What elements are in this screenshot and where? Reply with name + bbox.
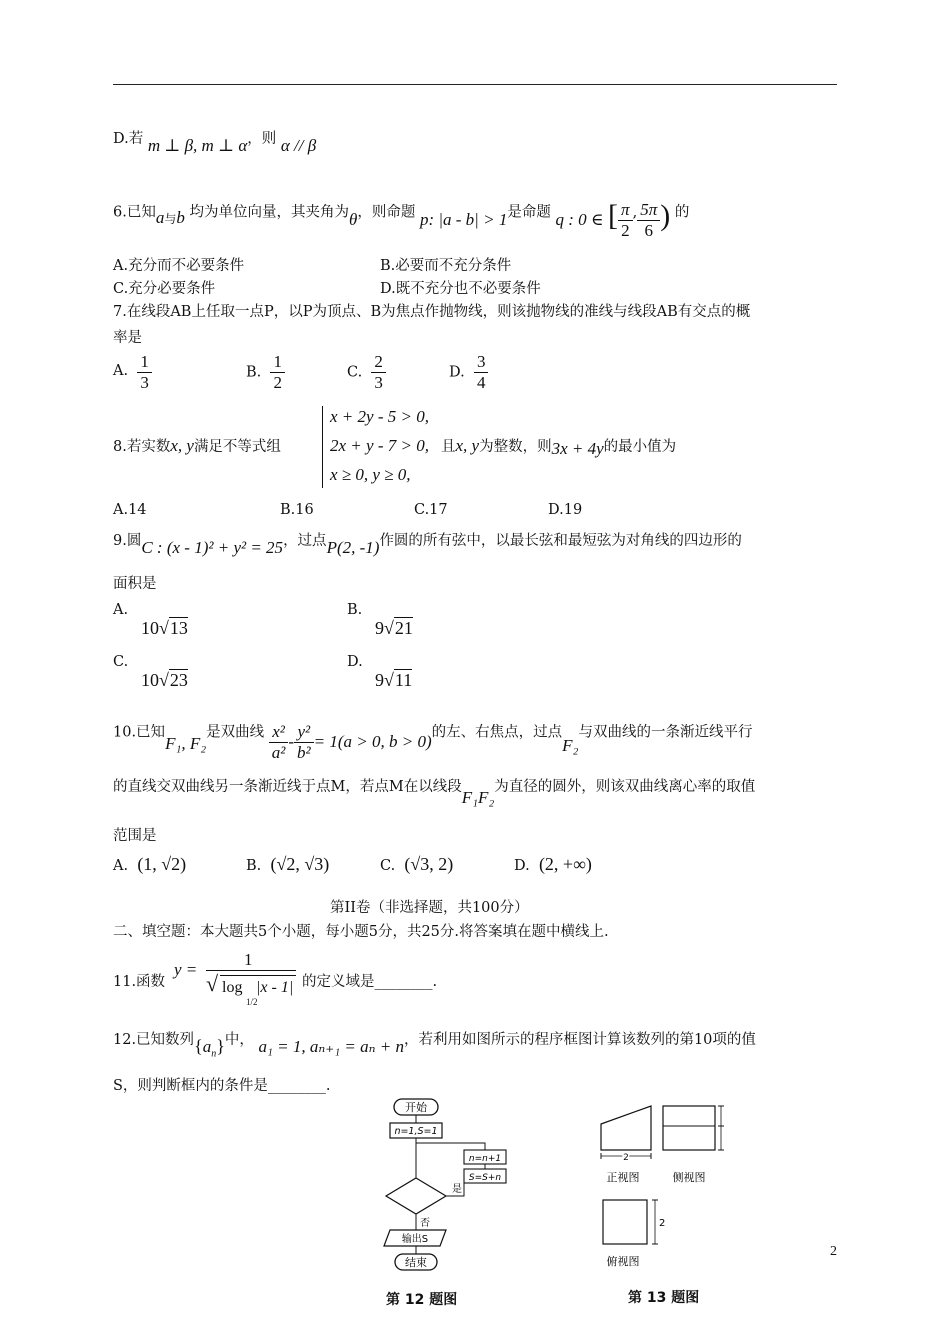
q6-vec-a: a — [155, 207, 165, 227]
front-view-label: 正视图 — [606, 1171, 640, 1184]
flow-init-text: n=1,S=1 — [394, 1126, 438, 1137]
q13-three-views — [595, 1098, 745, 1278]
flow-upd2-text: S=S+n — [468, 1173, 502, 1183]
q13-caption: 第 13 题图 — [628, 1290, 700, 1306]
q8-option-d: D.19 — [548, 502, 583, 518]
q8-system-brace — [322, 406, 323, 488]
page-number: 2 — [830, 1244, 837, 1259]
q9-option-b: B. 9√21 — [347, 602, 413, 638]
q12-flowchart — [370, 1096, 530, 1284]
q6-option-a: A.充分而不必要条件 — [113, 258, 245, 274]
q7-option-a: A. $\frac{1}{3}$ — [113, 352, 152, 393]
flow-start-text: 开始 — [405, 1101, 427, 1114]
flow-end-text: 结束 — [405, 1256, 427, 1269]
q10-option-b: B. (√2, √3) — [246, 854, 330, 874]
q12-line2: S，则判断框内的条件是________. — [113, 1078, 331, 1094]
q11-frac-bar — [206, 970, 296, 971]
q6-frac1: $\frac{\pi}{2}$ — [618, 200, 633, 241]
q6-q: q : 0 ∈ — [555, 209, 604, 229]
q6-vec-b: b — [176, 207, 185, 227]
q11-radical-bar — [220, 975, 296, 976]
q6-text1: 均为单位向量，其夹角为 — [189, 204, 349, 221]
q7-option-b: B. $\frac{1}{2}$ — [246, 352, 285, 393]
header-rule — [113, 84, 837, 85]
q6-option-b: B.必要而不充分条件 — [380, 258, 512, 274]
q7-line2: 率是 — [113, 330, 142, 346]
side-view-shape — [663, 1106, 715, 1150]
part2-intro: 二、填空题：本大题共5个小题，每小题5分，共25分.将答案填在题中横线上. — [113, 924, 609, 940]
q7-option-d: D. $\frac{3}{4}$ — [449, 352, 488, 393]
top-view-dim: 2 — [659, 1218, 666, 1229]
q10-line3: 范围是 — [113, 828, 157, 844]
q11-num: 1 — [244, 950, 253, 969]
q10-option-c: C. (√3, 2) — [380, 854, 454, 874]
q6-stem: 6.已知$a_与b$ 均为单位向量，其夹角为θ，则命题 p: |a - b| > 1是命题 q : 0 ∈ [ $\frac{\pi}{2}$ , $\frac{5\pi}{6}$ ) 的 — [113, 198, 690, 240]
q6-p: p: |a - b| > 1 — [419, 209, 508, 229]
q9-option-d: D. 9√11 — [347, 654, 413, 690]
flow-decision — [386, 1178, 446, 1214]
q6-num: 6.已知 — [113, 204, 156, 221]
q12-caption: 第 12 题图 — [386, 1292, 458, 1308]
q6-bracket-close: ) — [660, 198, 671, 232]
q11-lead: 11.函数 — [113, 974, 166, 990]
q6-text4: 的 — [674, 204, 690, 221]
flow-output-text: 输出S — [401, 1234, 429, 1245]
q8-stem-left: 8.若实数x, y满足不等式组 — [113, 436, 281, 455]
q8-stem-right: 且x, y为整数，则3x + 4y的最小值为 — [441, 436, 677, 458]
q6-option-c: C.充分必要条件 — [113, 281, 216, 297]
q8-option-b: B.16 — [280, 502, 314, 518]
q6-frac2: $\frac{5\pi}{6}$ — [637, 200, 660, 241]
q8-option-a: A.14 — [113, 502, 147, 518]
q6-theta: θ — [348, 209, 358, 229]
q6-text3: 是命题 — [507, 204, 551, 221]
q7-line1: 7.在线段AB上任取一点P，以P为顶点、B为焦点作抛物线，则该抛物线的准线与线段AB有交点的概 — [113, 304, 751, 320]
q8-sys-1: x + 2y - 5 > 0, — [330, 407, 429, 426]
q8-option-c: C.17 — [414, 502, 448, 518]
q11-tail: 的定义域是________. — [302, 974, 438, 990]
q5d-sep: ，则 — [247, 131, 277, 147]
q9-option-c: C. 10√23 — [113, 654, 188, 690]
q12-stem: 12.已知数列$\{a_n\}$中， a₁ = 1, aₙ₊₁ = aₙ + n，若利用如图所示的程序框图计算该数列的第10项的值 — [113, 1032, 756, 1060]
top-view-shape — [603, 1200, 647, 1244]
q9-line2: 面积是 — [113, 576, 157, 592]
q5d-concl: α // β — [280, 136, 317, 155]
q5d-expr: m ⊥ β, m ⊥ α — [147, 136, 248, 155]
front-view-shape — [601, 1106, 651, 1150]
q10-option-a: A. (1, √2) — [113, 854, 187, 874]
front-view-dim: 2 — [623, 1153, 629, 1163]
q9-stem: 9.圆C : (x - 1)² + y² = 25，过点P(2, -1)作圆的所有弦中，以最长弦和最短弦为对角线的四边形的 — [113, 533, 742, 557]
part2-title: 第II卷（非选择题，共100分） — [330, 900, 529, 916]
q9-option-a: A. 10√13 — [113, 602, 188, 638]
q5-option-d — [113, 128, 317, 155]
q10-option-d: D. (2, +∞) — [514, 854, 592, 874]
q11-log: log — [222, 979, 243, 996]
q11-arg: |x - 1| — [256, 979, 294, 996]
q11-base: 1/2 — [246, 997, 258, 1007]
q5d-label: D.若 — [113, 131, 144, 147]
q6-yu: 与 — [164, 211, 177, 226]
q8-sys-3: x ≥ 0, y ≥ 0, — [330, 465, 411, 484]
flow-upd1-text: n=n+1 — [468, 1154, 502, 1164]
q10-stem: 10.已知F₁, F₂是双曲线 $\frac{\text{x²}}{\text{a²}}$ - $\frac{\text{y²}}{\text{b²}}$ = 1(a > 0, b > 0)的左、右焦点，过点F₂与双曲线的一条渐近线平行 — [113, 722, 753, 762]
q6-bracket-open: [ — [608, 198, 619, 232]
flow-no-label: 否 — [420, 1218, 430, 1229]
q7-option-c: C. $\frac{2}{3}$ — [347, 352, 386, 393]
q11-radical: √ — [206, 971, 219, 996]
top-view-label: 俯视图 — [606, 1255, 640, 1268]
q6-option-d: D.既不充分也不必要条件 — [380, 281, 541, 297]
q8-sys-2: 2x + y - 7 > 0, — [330, 436, 429, 455]
q10-line2: 的直线交双曲线另一条渐近线于点M，若点M在以线段F₁F₂为直径的圆外，则该双曲线离心率的取值 — [113, 779, 756, 807]
flow-yes-label: 是 — [452, 1184, 462, 1195]
q11-y: y = — [174, 960, 198, 979]
q6-text2: ，则命题 — [357, 204, 416, 221]
side-view-label: 侧视图 — [672, 1171, 706, 1184]
